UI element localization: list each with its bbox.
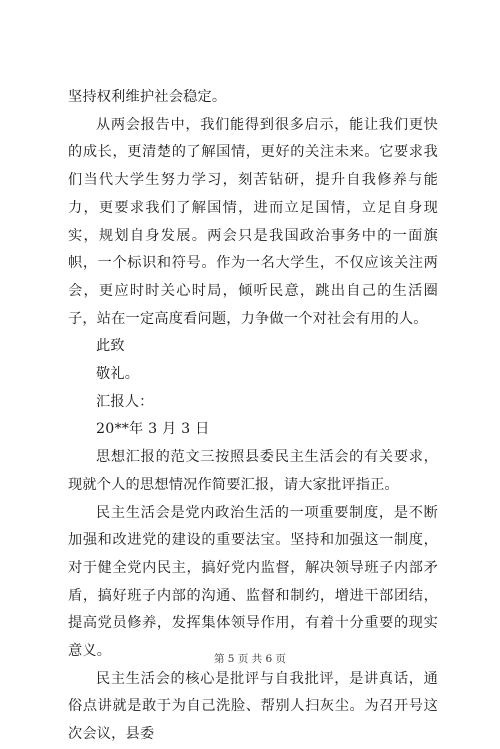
paragraph-criticism-core: 民主生活会的核心是批评与自我批评，是讲真话，通俗点讲就是敢于为自己洗脸、帮别人扫灰尘。为召开号这次会议，县委	[68, 670, 438, 743]
paragraph-sample-three-intro: 思想汇报的范文三按照县委民主生活会的有关要求，现就个人的思想情况作简要汇报，请大家批评指正。	[68, 449, 438, 493]
paragraph-continuation: 坚持权利维护社会稳定。	[68, 89, 227, 105]
reporter-label: 汇报人：	[96, 393, 154, 410]
closing-salutation: 此致	[96, 338, 125, 355]
paragraph-democratic-life-meeting: 民主生活会是党内政治生活的一项重要制度，是不断加强和改进党的建设的重要法宝。坚持和加强这一制度，对于健全党内民主，搞好党内监督，解决领导班子内部矛盾，搞好班子内部的沟通、监督和制约，增进干部团结，提高党员修养，发挥集体领导作用，有着十分重要的现实意义。	[68, 504, 438, 660]
paragraph-two-sessions: 从两会报告中，我们能得到很多启示，能让我们更快的成长，更清楚的了解国情，更好的关注未来。它要求我们当代大学生努力学习，刻苦钻研，提升自我修养与能力，更要求我们了解国情，进而立足国情，立足自身现实，规划自身发展。两会只是我国政治事务中的一面旗帜，一个标识和符号。作为一名大学生，不仅应该关注两会，更应时时关心时局，倾听民意，跳出自己的生活圈子，站在一定高度看问题，力争做一个对社会有用的人。	[68, 116, 438, 327]
document-body	[68, 84, 438, 749]
report-date: 20**年 3 月 3 日	[96, 421, 210, 438]
page-footer: 第 5 页 共 6 页	[213, 653, 287, 665]
closing-respect: 敬礼。	[96, 366, 140, 383]
